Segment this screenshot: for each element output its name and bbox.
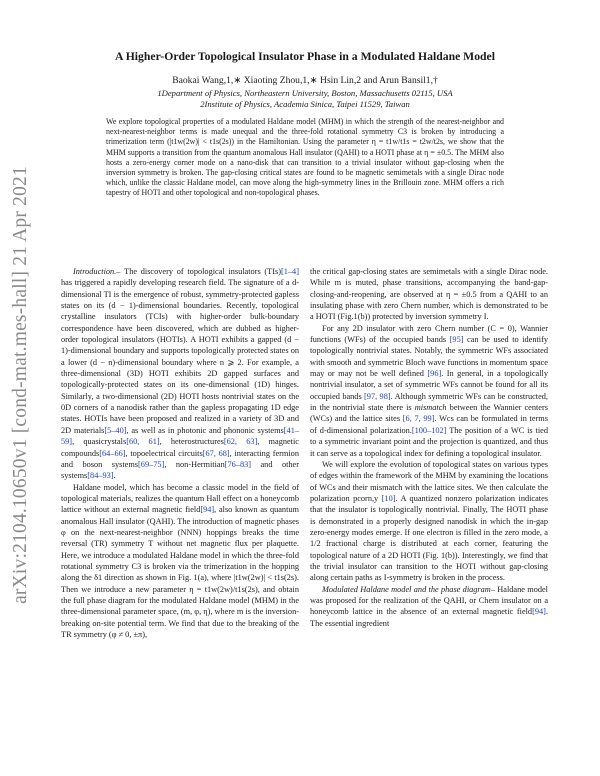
- affiliation-2: 2Institute of Physics, Academia Sinica, Taipei 11529, Taiwan: [200, 99, 410, 109]
- citation-link[interactable]: [100–102]: [411, 425, 447, 435]
- paragraph-wannier: For any 2D insulator with zero Chern number (C = 0), Wannier functions (WFs) of the occupied bands [95] can be used to identify topologically nontrivial states. Notably, the symmetric WFs associated with smooth and symmetric Bloch wave functions in momentum space may or may not be well defined [96]. In general, in a topologically nontrivial insulator, a set of symmetric WFs cannot be found for all its occupied bands [97, 98]. Although symmetric WFs can be constructed, in the nontrivial state there is mismatch between the Wannier centers (WCs) and the lattice sites [6, 7, 99]. Wcs can be formulated in terms of d-dimensional polarization.[100–102] The position of a WC is tied to a symmetric invariant point and the projection is quantized, and thus it can serve as a topological index for defining a topological insulator.: [310, 323, 549, 458]
- citation-link[interactable]: [94]: [532, 607, 546, 617]
- citation-link[interactable]: [94]: [200, 505, 215, 515]
- abstract: We explore topological properties of a modulated Haldane model (MHM) in which the strength of the nearest-neighbor and next-nearest-neighbor terms is made unequal and the three-fold rotational symmetry C3 is broken by introducing a trimerization term (|t1w(2w)| < t1s(2s)) in the Hamiltonian. Using the parameter η = t1w/t1s = t2w/t2s, we show that the MHM supports a transition from the quantum anomalous Hall insulator (QAHI) to a HOTI phase at η = ±0.5. The MHM also hosts a zero-energy corner mode on a nano-disk that can transition to a trivial insulator without gap-closing when the inversion symmetry is broken. The gap-closing critical states are found to be magnetic semimetals with a single Dirac node which, unlike the classic Haldane model, can move along the high-symmetry lines in the Brillouin zone. MHM offers a rich tapestry of HOTI and other topological and non-topological phases.: [106, 117, 504, 198]
- citation-link[interactable]: [60, 61]: [126, 437, 160, 447]
- paragraph-introduction: Introduction.– The discovery of topological insulators (TIs)[1–4] has triggered a rapidly developing research field. The signature of a d-dimensional TI is the emergence of robust, symmetry-protected gapless states on its (d − 1)-dimensional boundaries. Recently, topological crystalline insulators (TCIs) with higher-order bulk-boundary correspondence have been discovered, which are dubbed as higher-order topological insulators (HOTIs). A HOTI exhibits a gapped (d − 1)-dimensional boundary and supports topologically protected states on a lower (d − n)-dimensional boundary where n ⩾ 2. For example, a three-dimensional (3D) HOTI exhibits 2D gapped surfaces and topologically-protected states on its one-dimensional (1D) hinges. Similarly, a two-dimensional (2D) HOTI hosts nontrivial states on the 0D corners of a nanodisk rather than the gapless propagating 1D edge states. HOTIs have been proposed and realized in a variety of 3D and 2D materials[5–40], as well as in photonic and phononic systems[41–59], quasicrystals[60, 61], heterostructures[62, 63], magnetic compounds[64–66], topoelectrical circuits[67, 68], interacting fermion and boson systems[69–75], non-Hermitian[76–83] and other systems[84–93].: [61, 267, 299, 481]
- citation-link[interactable]: [69–75]: [138, 459, 165, 469]
- arxiv-id-text: arXiv:2104.10650v1 [cond-mat.mes-hall] 21 Apr 2021: [10, 166, 31, 604]
- paragraph-haldane-model: Haldane model, which has become a classic model in the field of topological materials, realizes the quantum Hall effect on a honeycomb lattice without an external magnetic field[94], also known as quantum anomalous Hall insulator (QAHI). The introduction of magnetic phases φ on the next-nearest-neighbor (NNN) hoppings breaks the time reversal (TR) symmetry T without net magnetic flux per plaquette. Here, we introduce a modulated Haldane model in which the three-fold rotational symmetry C3 is broken via the trimerization in the hopping along the δ1 direction as shown in Fig. 1(a), where |t1w(2w)| < t1s(2s). Then we introduce a new parameter η = t1w(2w)/t1s(2s), and obtain the full phase diagram for the modulated Haldane model (MHM) in the three-dimensional parameter space, (m, φ, η), where m is the inversion-breaking on-site potential term. We find that due to the breaking of the TR symmetry (φ ≠ 0, ±π),: [61, 482, 299, 639]
- citation-link[interactable]: [1–4]: [281, 267, 299, 276]
- citation-link[interactable]: [64–66]: [99, 448, 126, 458]
- citation-link[interactable]: [67, 68]: [202, 448, 230, 458]
- left-column: [61, 266, 299, 640]
- citation-link[interactable]: [5–40]: [104, 425, 127, 435]
- citation-link[interactable]: [6, 7, 99]: [402, 414, 435, 424]
- citation-link[interactable]: [95]: [449, 335, 464, 345]
- section-lead-modulated-model: Modulated Haldane model and the phase diagram: [322, 584, 491, 594]
- author-list: Baokai Wang,1,∗ Xiaoting Zhou,1,∗ Hsin Lin,2 and Arun Bansil1,†: [172, 75, 438, 86]
- arxiv-identifier-stamp: [6, 150, 36, 620]
- citation-link[interactable]: [41–59]: [61, 425, 299, 447]
- paragraph-modulated-model: Modulated Haldane model and the phase diagram– Haldane model was proposed for the realization of the QAHI, or Chern insulator on a honeycomb lattice in the absence of an external magnetic field[94]. The essential ingredient: [310, 584, 548, 628]
- citation-link[interactable]: [62, 63]: [223, 437, 258, 447]
- paragraph-continuation: the critical gap-closing states are semimetals with a single Dirac node. While m is muted, phase transitions, accompanying the band-gap-closing-and-reopening, are observed at η = ±0.5 from a QAHI to an insulating phase with zero Chern number, which is demonstrated to be a HOTI (Fig.1(b)) protected by inversion symmetry I.: [310, 267, 548, 322]
- citation-link[interactable]: [96]: [427, 369, 442, 379]
- citation-link[interactable]: [97, 98]: [364, 391, 391, 401]
- citation-link[interactable]: [84–93]: [87, 471, 114, 481]
- citation-link[interactable]: [76–83]: [224, 459, 252, 469]
- paragraph-evolution: We will explore the evolution of topological states on various types of edges within the framework of the MHM by examining the locations of WCs and their mismatch with the lattice sites. We then calculate the polarization pcorn,y [10]. A quantized nonzero polarization indicates that the insulator is topologically nontrivial. Finally, The HOTI phase is demonstrated in a properly designed nanodisk in which the in-gap zero-energy modes emerge. If one electron is filled in the zero mode, a 1/2 fractional charge is distributed at each corner, featuring the topological nature of a 2D HOTI (Fig. 1(b)). Interestingly, we find that the trivial insulator can transition to the HOTI without gap-closing along certain paths as I-symmetry is broken in the process.: [310, 459, 549, 583]
- right-column: [310, 266, 548, 629]
- paper-title: A Higher-Order Topological Insulator Phase in a Modulated Haldane Model: [115, 50, 495, 63]
- section-lead-introduction: Introduction.–: [73, 267, 125, 276]
- affiliation-1: 1Department of Physics, Northeastern University, Boston, Massachusetts 02115, USA: [157, 88, 453, 98]
- citation-link[interactable]: [10]: [381, 493, 396, 503]
